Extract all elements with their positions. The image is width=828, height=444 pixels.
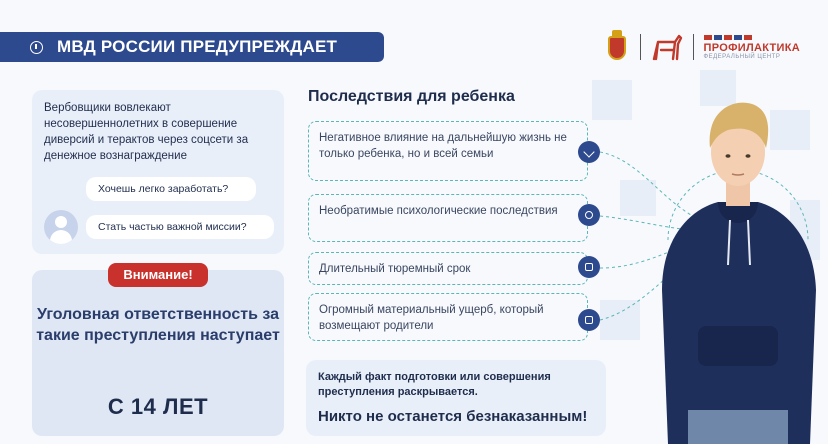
calendar-icon bbox=[578, 256, 600, 278]
teenager-illustration bbox=[648, 90, 828, 444]
recruit-text: Вербовщики вовлекают несовершеннолетних в совершение диверсий и терактов через соцсети за денежное вознаграждение bbox=[44, 102, 249, 162]
warning-age: С 14 ЛЕТ bbox=[107, 394, 209, 419]
wallet-icon bbox=[578, 309, 600, 331]
logo-divider bbox=[693, 34, 694, 60]
brand-logo bbox=[704, 35, 800, 60]
trend-down-icon bbox=[578, 141, 600, 163]
info-icon bbox=[30, 41, 43, 54]
police-emblem-icon bbox=[604, 30, 630, 64]
chat-bubble: Хочешь легко заработать? bbox=[86, 177, 256, 201]
header-banner bbox=[0, 32, 384, 62]
warning-badge: Внимание! bbox=[108, 263, 208, 287]
logos bbox=[604, 30, 800, 64]
consequence-item: Длительный тюремный срок bbox=[308, 252, 588, 285]
avatar bbox=[44, 210, 78, 244]
warning-text: Уголовная ответственность за такие преступления наступает bbox=[36, 306, 280, 344]
page-title: МВД РОССИИ ПРЕДУПРЕЖДАЕТ bbox=[57, 37, 338, 56]
consequences-title: Последствия для ребенка bbox=[308, 88, 515, 105]
brand-squares bbox=[704, 35, 752, 40]
logo-divider bbox=[640, 34, 641, 60]
brand-name: ПРОФИЛАКТИКА bbox=[703, 41, 800, 54]
consequence-item: Необратимые психологические последствия bbox=[308, 194, 588, 242]
notice-text: Каждый факт подготовки или совершения преступления раскрывается. bbox=[318, 371, 551, 398]
brand-subtitle: ФЕДЕРАЛЬНЫЙ ЦЕНТР bbox=[703, 53, 781, 60]
deco-square bbox=[592, 80, 632, 120]
horse-logo-icon bbox=[651, 32, 683, 62]
notice-final: Никто не останется безнаказанным! bbox=[318, 408, 588, 425]
consequence-item: Негативное влияние на дальнейшую жизнь не только ребенка, но и всей семьи bbox=[308, 121, 588, 181]
sad-face-icon bbox=[578, 204, 600, 226]
chat-bubble: Стать частью важной миссии? bbox=[86, 215, 274, 239]
consequence-item: Огромный материальный ущерб, который возмещают родители bbox=[308, 293, 588, 341]
